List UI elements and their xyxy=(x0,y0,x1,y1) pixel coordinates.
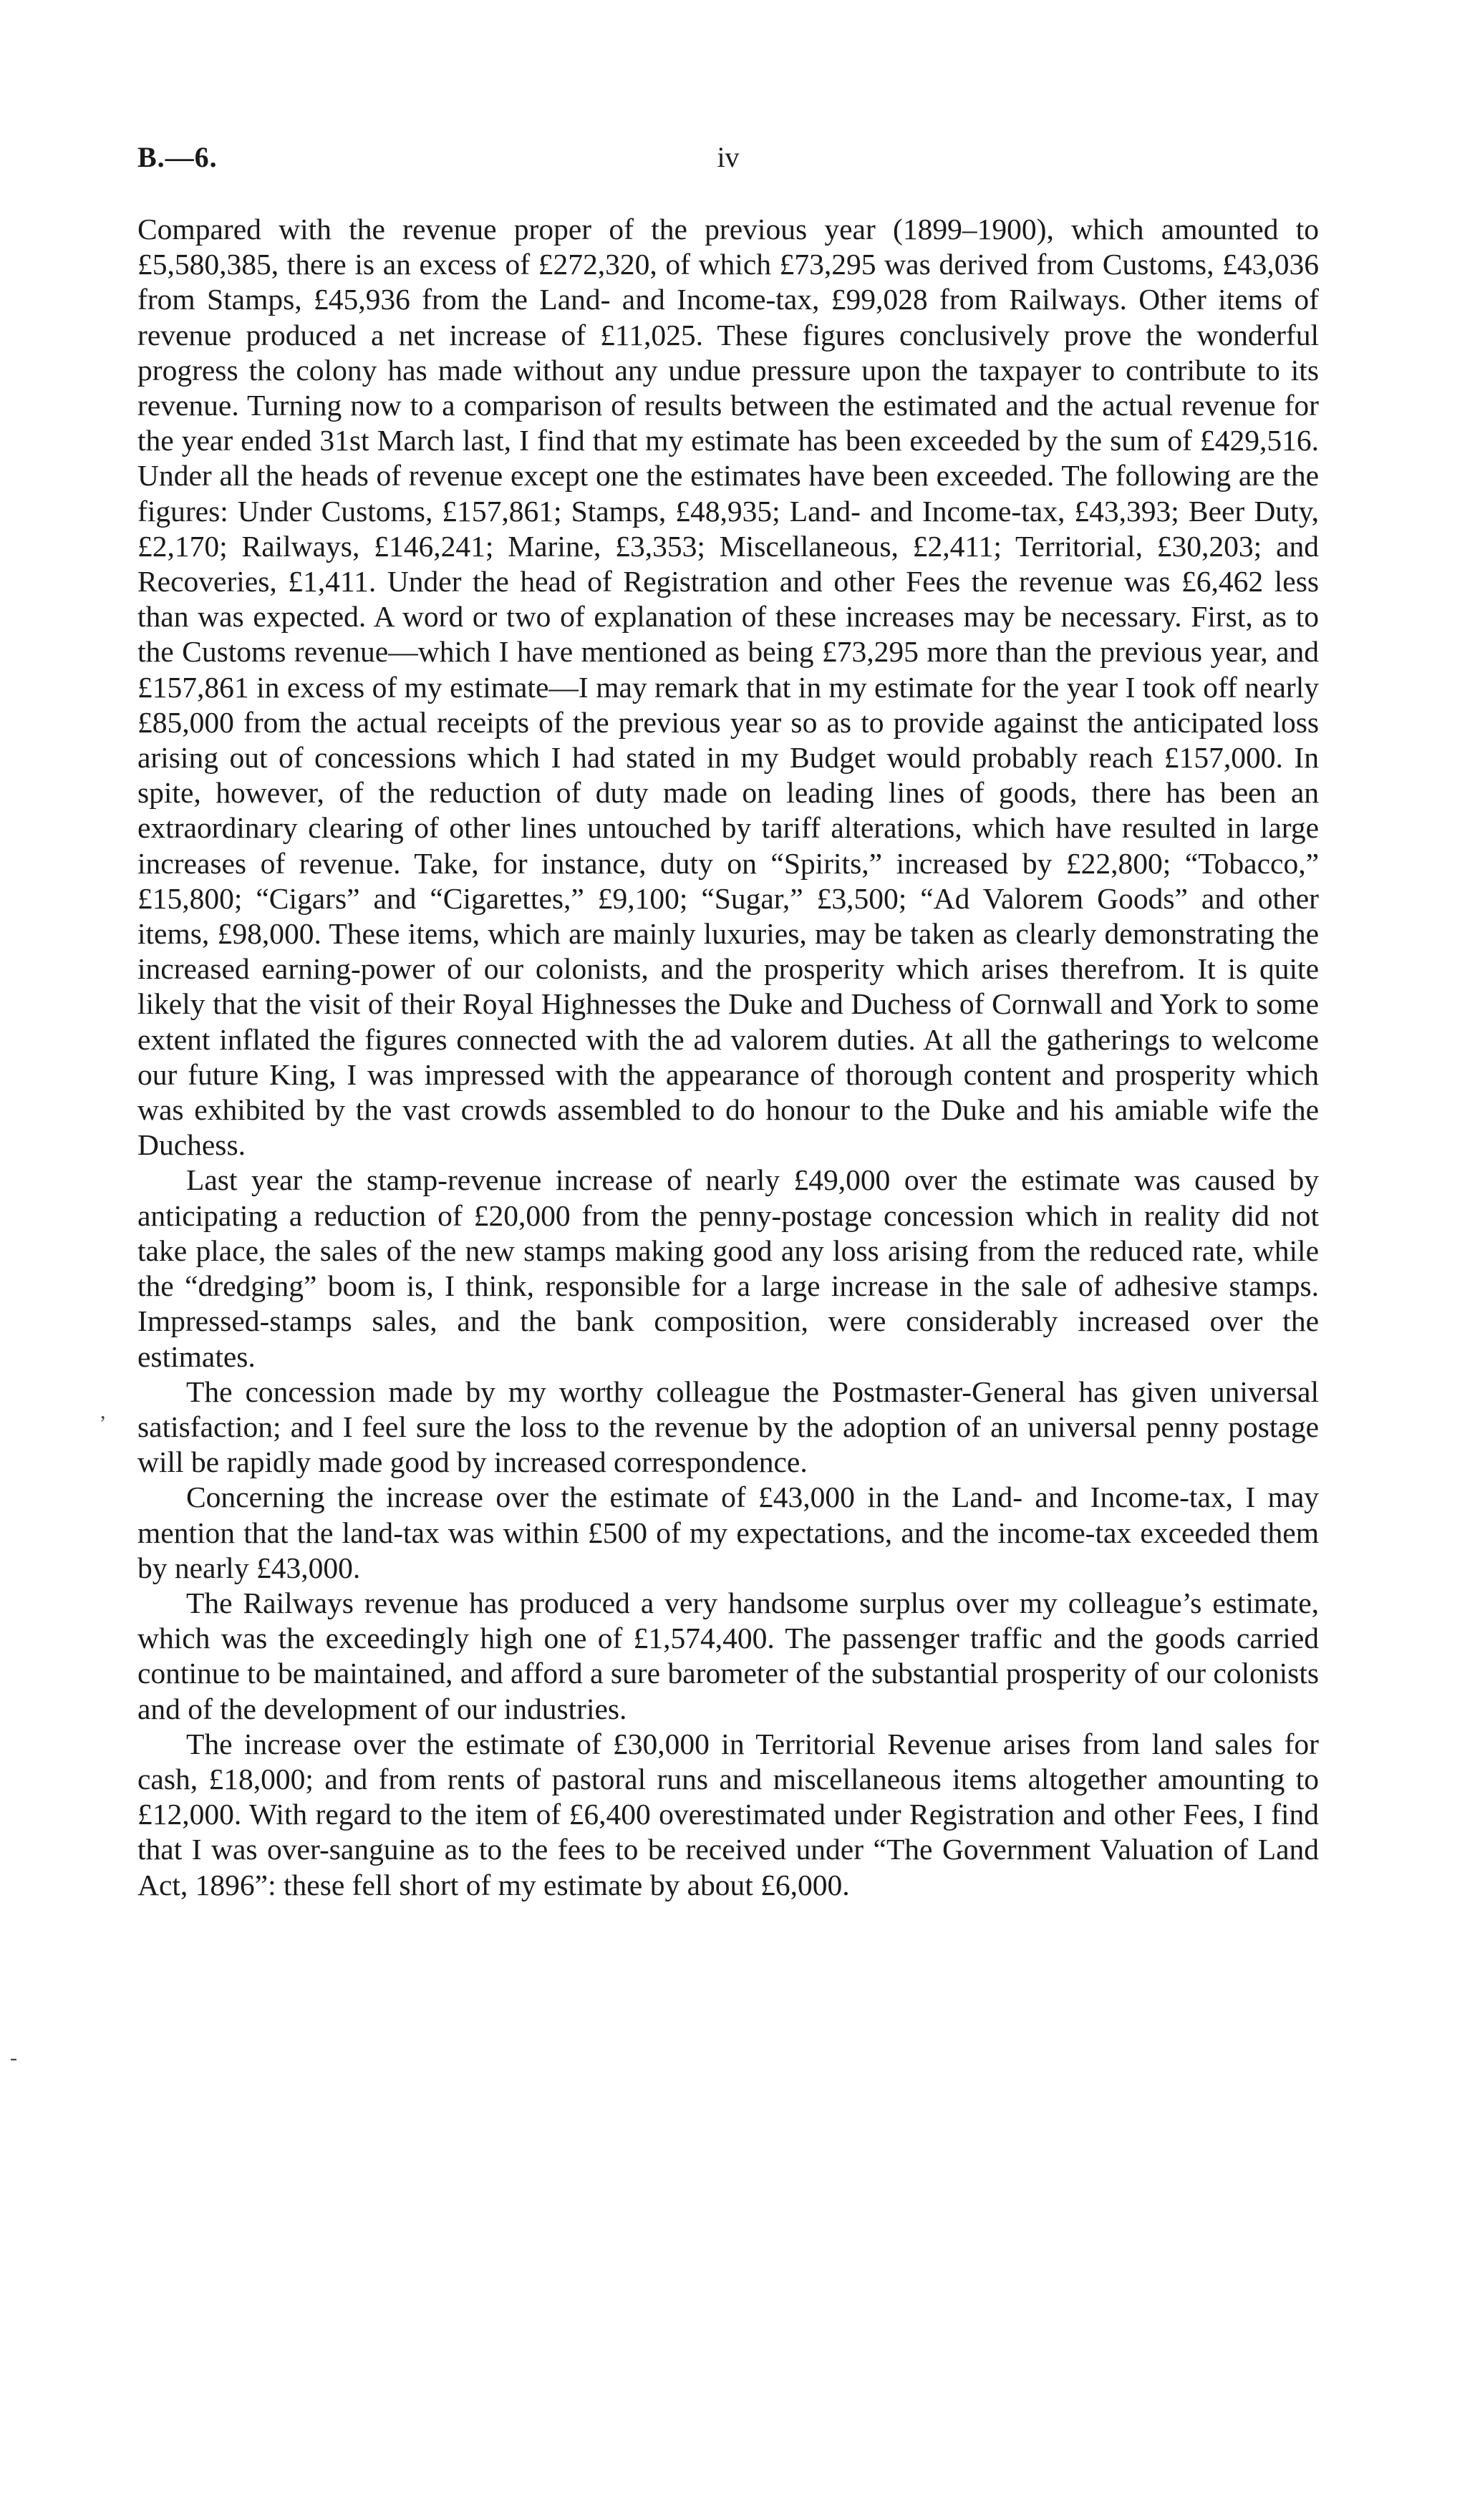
document-body xyxy=(137,212,1319,1903)
paragraph-stamp-revenue: Last year the stamp-revenue increase of nearly £49,000 over the estimate was caused by anticipating a reduction of £20,000 from the penny-postage concession which in reality did not take place, the sales of the new stamps making good any loss arising from the reduced rate, while the “dredging” boom is, I think, responsible for a large increase in the sale of adhesive stamps. Impressed-stamps sales, and the bank composition, were considerably increased over the estimates. xyxy=(137,1163,1319,1373)
paragraph-revenue-comparison: Compared with the revenue proper of the previous year (1899–1900), which amounted to £5,580,385, there is an excess of £272,320, of which £73,295 was derived from Customs, £43,036 from Stamps, £45,936 from the Land- and Income-tax, £99,028 from Railways. Other items of revenue produced a net increase of £11,025. These figures conclusively prove the wonderful progress the colony has made without any undue pressure upon the taxpayer to contribute to its revenue. Turning now to a comparison of results between the estimated and the actual revenue for the year ended 31st March last, I find that my estimate has been exceeded by the sum of £429,516. Under all the heads of revenue except one the estimates have been exceeded. The following are the figures: Under Customs, £157,861; Stamps, £48,935; Land- and Income-tax, £43,393; Beer Duty, £2,170; Railways, £146,241; Marine, £3,353; Miscellaneous, £2,411; Territorial, £30,203; and Recoveries, £1,411. Under the head of Registration and other Fees the revenue was £6,462 less than was expected. A word or two of explanation of these increases may be necessary. First, as to the Customs revenue—which I have mentioned as being £73,295 more than the previous year, and £157,861 in excess of my estimate—I may remark that in my estimate for the year I took off nearly £85,000 from the actual receipts of the previous year so as to provide against the anticipated loss arising out of concessions which I had stated in my Budget would probably reach £157,000. In spite, however, of the reduction of duty made on leading lines of goods, there has been an extraordinary clearing of other lines untouched by tariff alterations, which have resulted in large increases of revenue. Take, for instance, duty on “Spirits,” increased by £22,800; “Tobacco,” £15,800; “Cigars” and “Cigarettes,” £9,100; “Sugar,” £3,500; “Ad Valorem Goods” and other items, £98,000. These items, which are mainly luxuries, may be taken as clearly demonstrating the increased earning-power of our colonists, and the prosperity which arises therefrom. It is quite likely that the visit of their Royal Highnesses the Duke and Duchess of Cornwall and York to some extent inflated the figures connected with the ad valorem duties. At all the gatherings to welcome our future King, I was impressed with the appearance of thorough content and prosperity which was exhibited by the vast crowds assembled to do honour to the Duke and his amiable wife the Duchess. xyxy=(137,213,1319,1162)
page-number: iv xyxy=(717,141,740,173)
margin-dash-mark: - xyxy=(10,2046,17,2070)
paragraph-railways-revenue: The Railways revenue has produced a very handsome surplus over my colleague’s estimate, which was the exceedingly high one of £1,574,400. The passenger traffic and the goods carried continue to be maintained, and afford a sure barometer of the substantial prosperity of our colonists and of the development of our industries. xyxy=(137,1586,1319,1725)
paragraph-territorial-revenue: The increase over the estimate of £30,000 in Territorial Revenue arises from land sales for cash, £18,000; and from rents of pastoral runs and miscellaneous items altogether amounting to £12,000. With regard to the item of £6,400 overestimated under Registration and other Fees, I find that I was over-sanguine as to the fees to be received under “The Government Valuation of Land Act, 1896”: these fell short of my estimate by about £6,000. xyxy=(137,1727,1319,1901)
margin-tick-mark: , xyxy=(100,1400,106,1423)
paragraph-postage-concession: The concession made by my worthy colleague the Postmaster-General has given universal satisfaction; and I feel sure the loss to the revenue by the adoption of an universal penny postage will be rapidly made good by increased correspondence. xyxy=(137,1375,1319,1479)
document-reference: B.—6. xyxy=(137,141,218,173)
paragraph-land-income-tax: Concerning the increase over the estimate of £43,000 in the Land- and Income-tax, I may mention that the land-tax was within £500 of my expectations, and the income-tax exceeded them by nearly £43,000. xyxy=(137,1480,1319,1584)
page-header xyxy=(137,140,1319,176)
